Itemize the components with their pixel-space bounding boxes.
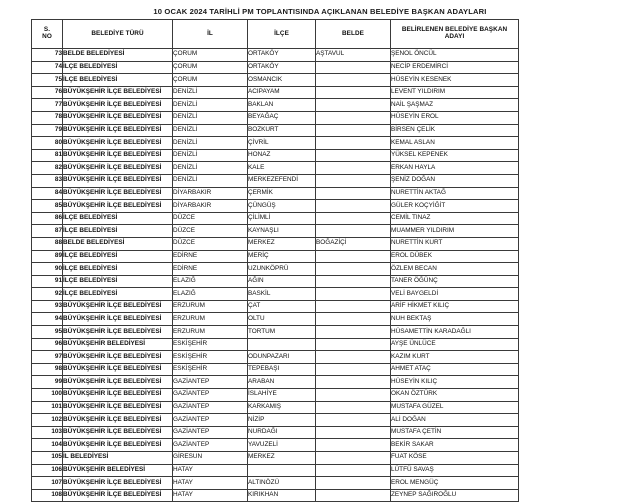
cell-ilce: BOZKURT bbox=[248, 124, 316, 137]
table-row bbox=[32, 263, 519, 276]
cell-sira-no: 103 bbox=[32, 426, 63, 439]
cell-aday: EROL MENGÜÇ bbox=[391, 477, 519, 490]
cell-ilce: KALE bbox=[248, 162, 316, 175]
cell-sira-no: 104 bbox=[32, 439, 63, 452]
table-row bbox=[32, 300, 519, 313]
cell-ilce: İSLAHİYE bbox=[248, 389, 316, 402]
cell-belde bbox=[316, 464, 391, 477]
cell-sira-no: 99 bbox=[32, 376, 63, 389]
cell-sira-no: 85 bbox=[32, 200, 63, 213]
cell-aday: EROL DÜBEK bbox=[391, 250, 519, 263]
candidates-table bbox=[31, 19, 519, 502]
cell-belde bbox=[316, 338, 391, 351]
cell-ilce: ORTAKÖY bbox=[248, 49, 316, 62]
cell-belde bbox=[316, 389, 391, 402]
cell-aday: NURETTİN AKTAĞ bbox=[391, 187, 519, 200]
cell-belediye-turu: BÜYÜKŞEHİR İLÇE BELEDİYESİ bbox=[63, 200, 173, 213]
cell-aday: ALİ DOĞAN bbox=[391, 414, 519, 427]
cell-sira-no: 92 bbox=[32, 288, 63, 301]
cell-sira-no: 95 bbox=[32, 326, 63, 339]
cell-ilce: OLTU bbox=[248, 313, 316, 326]
cell-sira-no: 108 bbox=[32, 489, 63, 502]
cell-aday: ERKAN HAYLA bbox=[391, 162, 519, 175]
table-row bbox=[32, 288, 519, 301]
cell-belediye-turu: BÜYÜKŞEHİR İLÇE BELEDİYESİ bbox=[63, 376, 173, 389]
cell-ilce: ODUNPAZARI bbox=[248, 351, 316, 364]
cell-il: ESKİŞEHİR bbox=[173, 351, 248, 364]
cell-aday: CEMİL TINAZ bbox=[391, 212, 519, 225]
cell-sira-no: 87 bbox=[32, 225, 63, 238]
cell-il: ÇORUM bbox=[173, 61, 248, 74]
column-header-aday: BELİRLENEN BELEDİYE BAŞKAN ADAYI bbox=[391, 20, 519, 49]
cell-sira-no: 82 bbox=[32, 162, 63, 175]
cell-belde bbox=[316, 86, 391, 99]
cell-ilce bbox=[248, 338, 316, 351]
cell-aday: VELİ BAYGELDİ bbox=[391, 288, 519, 301]
table-row bbox=[32, 111, 519, 124]
cell-belediye-turu: BÜYÜKŞEHİR İLÇE BELEDİYESİ bbox=[63, 351, 173, 364]
table-row bbox=[32, 275, 519, 288]
cell-belde bbox=[316, 212, 391, 225]
column-header-sira-no-line2: NO bbox=[42, 33, 52, 40]
cell-ilce: MERKEZEFENDİ bbox=[248, 174, 316, 187]
table-row bbox=[32, 225, 519, 238]
table-row bbox=[32, 99, 519, 112]
cell-belediye-turu: BELDE BELEDİYESİ bbox=[63, 49, 173, 62]
cell-ilce: BASKİL bbox=[248, 288, 316, 301]
table-row bbox=[32, 174, 519, 187]
cell-sira-no: 76 bbox=[32, 86, 63, 99]
candidates-table-container bbox=[31, 19, 518, 502]
table-row bbox=[32, 477, 519, 490]
cell-sira-no: 77 bbox=[32, 99, 63, 112]
page-title: 10 OCAK 2024 TARİHLİ PM TOPLANTISINDA AÇIKLANAN BELEDİYE BAŞKAN ADAYLARI bbox=[153, 7, 487, 16]
cell-ilce: TEPEBAŞI bbox=[248, 363, 316, 376]
cell-il: ELAZIĞ bbox=[173, 288, 248, 301]
cell-belde bbox=[316, 174, 391, 187]
cell-ilce: MERİÇ bbox=[248, 250, 316, 263]
cell-aday: BEKİR SAKAR bbox=[391, 439, 519, 452]
cell-belediye-turu: BÜYÜKŞEHİR İLÇE BELEDİYESİ bbox=[63, 489, 173, 502]
table-row bbox=[32, 326, 519, 339]
cell-belde bbox=[316, 99, 391, 112]
cell-aday: HÜSEYİN EROL bbox=[391, 111, 519, 124]
cell-il: GAZİANTEP bbox=[173, 426, 248, 439]
cell-belde bbox=[316, 187, 391, 200]
cell-belde bbox=[316, 351, 391, 364]
cell-belediye-turu: BÜYÜKŞEHİR BELEDİYESİ bbox=[63, 338, 173, 351]
cell-belde bbox=[316, 200, 391, 213]
cell-ilce: KARKAMIŞ bbox=[248, 401, 316, 414]
cell-belde bbox=[316, 414, 391, 427]
cell-ilce: BEYAĞAÇ bbox=[248, 111, 316, 124]
cell-belediye-turu: İLÇE BELEDİYESİ bbox=[63, 74, 173, 87]
cell-il: HATAY bbox=[173, 464, 248, 477]
cell-belediye-turu: BÜYÜKŞEHİR İLÇE BELEDİYESİ bbox=[63, 477, 173, 490]
cell-belde bbox=[316, 149, 391, 162]
cell-ilce: ALTINÖZÜ bbox=[248, 477, 316, 490]
cell-il: GAZİANTEP bbox=[173, 389, 248, 402]
cell-belediye-turu: BÜYÜKŞEHİR İLÇE BELEDİYESİ bbox=[63, 187, 173, 200]
cell-sira-no: 90 bbox=[32, 263, 63, 276]
table-row bbox=[32, 124, 519, 137]
cell-il: GAZİANTEP bbox=[173, 401, 248, 414]
cell-aday: ŞENİZ DOĞAN bbox=[391, 174, 519, 187]
cell-aday: HÜSEYİN KILIÇ bbox=[391, 376, 519, 389]
table-row bbox=[32, 49, 519, 62]
cell-il: DİYARBAKIR bbox=[173, 187, 248, 200]
cell-ilce: ACIPAYAM bbox=[248, 86, 316, 99]
cell-il: DENİZLİ bbox=[173, 149, 248, 162]
cell-ilce: AĞIN bbox=[248, 275, 316, 288]
cell-belde bbox=[316, 61, 391, 74]
cell-belde bbox=[316, 263, 391, 276]
cell-sira-no: 86 bbox=[32, 212, 63, 225]
cell-ilce: ÇAT bbox=[248, 300, 316, 313]
cell-ilce: OSMANCIK bbox=[248, 74, 316, 87]
cell-il: GİRESUN bbox=[173, 452, 248, 465]
cell-sira-no: 84 bbox=[32, 187, 63, 200]
table-row bbox=[32, 313, 519, 326]
table-row bbox=[32, 452, 519, 465]
cell-ilce: MERKEZ bbox=[248, 237, 316, 250]
cell-belediye-turu: BÜYÜKŞEHİR İLÇE BELEDİYESİ bbox=[63, 326, 173, 339]
cell-ilce: BAKLAN bbox=[248, 99, 316, 112]
cell-belediye-turu: BÜYÜKŞEHİR İLÇE BELEDİYESİ bbox=[63, 137, 173, 150]
cell-aday: MUSTAFA ÇETİN bbox=[391, 426, 519, 439]
cell-sira-no: 79 bbox=[32, 124, 63, 137]
cell-sira-no: 105 bbox=[32, 452, 63, 465]
cell-sira-no: 73 bbox=[32, 49, 63, 62]
table-row bbox=[32, 489, 519, 502]
table-row bbox=[32, 351, 519, 364]
cell-il: DÜZCE bbox=[173, 225, 248, 238]
cell-il: DENİZLİ bbox=[173, 137, 248, 150]
cell-il: HATAY bbox=[173, 477, 248, 490]
cell-belediye-turu: BÜYÜKŞEHİR İLÇE BELEDİYESİ bbox=[63, 149, 173, 162]
cell-belde bbox=[316, 275, 391, 288]
cell-belediye-turu: BELDE BELEDİYESİ bbox=[63, 237, 173, 250]
cell-ilce: ÇİLİMLİ bbox=[248, 212, 316, 225]
column-header-belde: BELDE bbox=[316, 20, 391, 49]
cell-belediye-turu: BÜYÜKŞEHİR İLÇE BELEDİYESİ bbox=[63, 300, 173, 313]
table-row bbox=[32, 74, 519, 87]
table-row bbox=[32, 376, 519, 389]
table-body bbox=[32, 49, 519, 502]
cell-belde bbox=[316, 439, 391, 452]
table-row bbox=[32, 401, 519, 414]
cell-sira-no: 81 bbox=[32, 149, 63, 162]
table-row bbox=[32, 137, 519, 150]
cell-belde bbox=[316, 489, 391, 502]
cell-belediye-turu: İLÇE BELEDİYESİ bbox=[63, 250, 173, 263]
cell-sira-no: 101 bbox=[32, 401, 63, 414]
cell-ilce: TORTUM bbox=[248, 326, 316, 339]
cell-belde bbox=[316, 326, 391, 339]
cell-ilce: ORTAKÖY bbox=[248, 61, 316, 74]
cell-belediye-turu: İLÇE BELEDİYESİ bbox=[63, 61, 173, 74]
cell-belde bbox=[316, 162, 391, 175]
cell-il: DÜZCE bbox=[173, 212, 248, 225]
cell-ilce: KAYNAŞLI bbox=[248, 225, 316, 238]
table-row bbox=[32, 86, 519, 99]
cell-belde bbox=[316, 363, 391, 376]
cell-sira-no: 98 bbox=[32, 363, 63, 376]
table-header bbox=[32, 20, 519, 49]
cell-aday: NECİP ERDEMİRCİ bbox=[391, 61, 519, 74]
cell-belediye-turu: BÜYÜKŞEHİR İLÇE BELEDİYESİ bbox=[63, 363, 173, 376]
column-header-sira-no bbox=[32, 20, 63, 49]
cell-aday: BİRSEN ÇELİK bbox=[391, 124, 519, 137]
cell-belde bbox=[316, 300, 391, 313]
cell-il: DENİZLİ bbox=[173, 162, 248, 175]
cell-sira-no: 78 bbox=[32, 111, 63, 124]
table-row bbox=[32, 389, 519, 402]
table-row bbox=[32, 250, 519, 263]
cell-belde bbox=[316, 477, 391, 490]
cell-aday: ARİF HİKMET KILIÇ bbox=[391, 300, 519, 313]
cell-il: GAZİANTEP bbox=[173, 439, 248, 452]
cell-il: HATAY bbox=[173, 489, 248, 502]
cell-aday: ŞENOL ÖNCÜL bbox=[391, 49, 519, 62]
cell-sira-no: 100 bbox=[32, 389, 63, 402]
cell-belediye-turu: BÜYÜKŞEHİR İLÇE BELEDİYESİ bbox=[63, 401, 173, 414]
cell-aday: GÜLER KOÇYİĞİT bbox=[391, 200, 519, 213]
cell-aday: KAZIM KURT bbox=[391, 351, 519, 364]
cell-belde bbox=[316, 288, 391, 301]
cell-belde bbox=[316, 250, 391, 263]
cell-il: ESKİŞEHİR bbox=[173, 363, 248, 376]
cell-belediye-turu: BÜYÜKŞEHİR İLÇE BELEDİYESİ bbox=[63, 86, 173, 99]
cell-belediye-turu: BÜYÜKŞEHİR İLÇE BELEDİYESİ bbox=[63, 389, 173, 402]
cell-aday: NURETTİN KURT bbox=[391, 237, 519, 250]
table-row bbox=[32, 187, 519, 200]
cell-il: ERZURUM bbox=[173, 313, 248, 326]
cell-aday: NAİL ŞAŞMAZ bbox=[391, 99, 519, 112]
cell-sira-no: 93 bbox=[32, 300, 63, 313]
table-row bbox=[32, 200, 519, 213]
column-header-sira-no-line1: S. bbox=[43, 26, 51, 34]
cell-il: GAZİANTEP bbox=[173, 376, 248, 389]
table-row bbox=[32, 212, 519, 225]
cell-belediye-turu: İLÇE BELEDİYESİ bbox=[63, 212, 173, 225]
cell-belediye-turu: BÜYÜKŞEHİR İLÇE BELEDİYESİ bbox=[63, 99, 173, 112]
cell-il: ÇORUM bbox=[173, 49, 248, 62]
cell-belde bbox=[316, 124, 391, 137]
table-row bbox=[32, 464, 519, 477]
cell-ilce: MERKEZ bbox=[248, 452, 316, 465]
cell-belediye-turu: BÜYÜKŞEHİR İLÇE BELEDİYESİ bbox=[63, 174, 173, 187]
cell-il: DENİZLİ bbox=[173, 86, 248, 99]
cell-aday: TANER ÖĞÜNÇ bbox=[391, 275, 519, 288]
cell-aday: NUH BEKTAŞ bbox=[391, 313, 519, 326]
cell-sira-no: 75 bbox=[32, 74, 63, 87]
cell-ilce: NİZİP bbox=[248, 414, 316, 427]
cell-il: DENİZLİ bbox=[173, 124, 248, 137]
cell-sira-no: 97 bbox=[32, 351, 63, 364]
cell-il: DİYARBAKIR bbox=[173, 200, 248, 213]
cell-il: EDİRNE bbox=[173, 250, 248, 263]
cell-belde bbox=[316, 426, 391, 439]
cell-ilce: KIRIKHAN bbox=[248, 489, 316, 502]
cell-belde bbox=[316, 313, 391, 326]
cell-sira-no: 96 bbox=[32, 338, 63, 351]
cell-il: EDİRNE bbox=[173, 263, 248, 276]
cell-belediye-turu: BÜYÜKŞEHİR İLÇE BELEDİYESİ bbox=[63, 414, 173, 427]
cell-belediye-turu: BÜYÜKŞEHİR İLÇE BELEDİYESİ bbox=[63, 162, 173, 175]
table-row bbox=[32, 237, 519, 250]
cell-il: ERZURUM bbox=[173, 300, 248, 313]
header-row bbox=[32, 20, 519, 49]
cell-sira-no: 74 bbox=[32, 61, 63, 74]
cell-aday: LEVENT YILDIRIM bbox=[391, 86, 519, 99]
cell-belde bbox=[316, 137, 391, 150]
table-row bbox=[32, 149, 519, 162]
cell-il: ÇORUM bbox=[173, 74, 248, 87]
cell-il: DENİZLİ bbox=[173, 99, 248, 112]
cell-belediye-turu: BÜYÜKŞEHİR İLÇE BELEDİYESİ bbox=[63, 439, 173, 452]
cell-aday: AYŞE ÜNLÜCE bbox=[391, 338, 519, 351]
cell-ilce: HONAZ bbox=[248, 149, 316, 162]
column-header-ilce: İLÇE bbox=[248, 20, 316, 49]
cell-sira-no: 91 bbox=[32, 275, 63, 288]
cell-il: ERZURUM bbox=[173, 326, 248, 339]
cell-belediye-turu: BÜYÜKŞEHİR İLÇE BELEDİYESİ bbox=[63, 426, 173, 439]
cell-belde bbox=[316, 376, 391, 389]
cell-belde bbox=[316, 111, 391, 124]
table-row bbox=[32, 414, 519, 427]
cell-sira-no: 80 bbox=[32, 137, 63, 150]
cell-ilce: ÇİVRİL bbox=[248, 137, 316, 150]
cell-ilce: UZUNKÖPRÜ bbox=[248, 263, 316, 276]
cell-il: DENİZLİ bbox=[173, 174, 248, 187]
cell-aday: HÜSAMETTİN KARADAĞLI bbox=[391, 326, 519, 339]
cell-belediye-turu: İLÇE BELEDİYESİ bbox=[63, 288, 173, 301]
cell-sira-no: 107 bbox=[32, 477, 63, 490]
cell-ilce: ÇERMİK bbox=[248, 187, 316, 200]
cell-il: GAZİANTEP bbox=[173, 414, 248, 427]
cell-belediye-turu: İLÇE BELEDİYESİ bbox=[63, 263, 173, 276]
cell-aday: LÜTFÜ SAVAŞ bbox=[391, 464, 519, 477]
cell-ilce: NURDAĞI bbox=[248, 426, 316, 439]
table-row bbox=[32, 338, 519, 351]
column-header-il: İL bbox=[173, 20, 248, 49]
cell-belediye-turu: BÜYÜKŞEHİR İLÇE BELEDİYESİ bbox=[63, 124, 173, 137]
table-row bbox=[32, 363, 519, 376]
cell-belde: BOĞAZİÇİ bbox=[316, 237, 391, 250]
cell-aday: HÜSEYİN KESENEK bbox=[391, 74, 519, 87]
table-row bbox=[32, 162, 519, 175]
column-header-belediye-turu: BELEDİYE TÜRÜ bbox=[63, 20, 173, 49]
cell-belde bbox=[316, 74, 391, 87]
cell-aday: FUAT KÖSE bbox=[391, 452, 519, 465]
cell-belediye-turu: İLÇE BELEDİYESİ bbox=[63, 275, 173, 288]
table-row bbox=[32, 439, 519, 452]
cell-il: DÜZCE bbox=[173, 237, 248, 250]
cell-ilce: YAVUZELİ bbox=[248, 439, 316, 452]
cell-aday: OKAN ÖZTÜRK bbox=[391, 389, 519, 402]
cell-sira-no: 94 bbox=[32, 313, 63, 326]
cell-sira-no: 106 bbox=[32, 464, 63, 477]
cell-ilce: ARABAN bbox=[248, 376, 316, 389]
cell-il: DENİZLİ bbox=[173, 111, 248, 124]
cell-belde bbox=[316, 225, 391, 238]
cell-sira-no: 83 bbox=[32, 174, 63, 187]
cell-aday: ÖZLEM BECAN bbox=[391, 263, 519, 276]
cell-belediye-turu: BÜYÜKŞEHİR İLÇE BELEDİYESİ bbox=[63, 111, 173, 124]
cell-aday: YÜKSEL KEPENEK bbox=[391, 149, 519, 162]
cell-belediye-turu: BÜYÜKŞEHİR İLÇE BELEDİYESİ bbox=[63, 313, 173, 326]
cell-il: ELAZIĞ bbox=[173, 275, 248, 288]
cell-sira-no: 88 bbox=[32, 237, 63, 250]
cell-belediye-turu: İL BELEDİYESİ bbox=[63, 452, 173, 465]
cell-belde bbox=[316, 452, 391, 465]
cell-belediye-turu: BÜYÜKŞEHİR BELEDİYESİ bbox=[63, 464, 173, 477]
cell-aday: MUSTAFA GÜZEL bbox=[391, 401, 519, 414]
table-row bbox=[32, 426, 519, 439]
cell-aday: KEMAL ASLAN bbox=[391, 137, 519, 150]
cell-belde bbox=[316, 401, 391, 414]
cell-belde: AŞTAVUL bbox=[316, 49, 391, 62]
cell-aday: ZEYNEP SAĞIROĞLU bbox=[391, 489, 519, 502]
cell-aday: MUAMMER YILDIRIM bbox=[391, 225, 519, 238]
cell-sira-no: 89 bbox=[32, 250, 63, 263]
table-row bbox=[32, 61, 519, 74]
cell-ilce: ÇÜNGÜŞ bbox=[248, 200, 316, 213]
cell-ilce bbox=[248, 464, 316, 477]
cell-il: ESKİŞEHİR bbox=[173, 338, 248, 351]
cell-belediye-turu: İLÇE BELEDİYESİ bbox=[63, 225, 173, 238]
cell-sira-no: 102 bbox=[32, 414, 63, 427]
cell-aday: AHMET ATAÇ bbox=[391, 363, 519, 376]
